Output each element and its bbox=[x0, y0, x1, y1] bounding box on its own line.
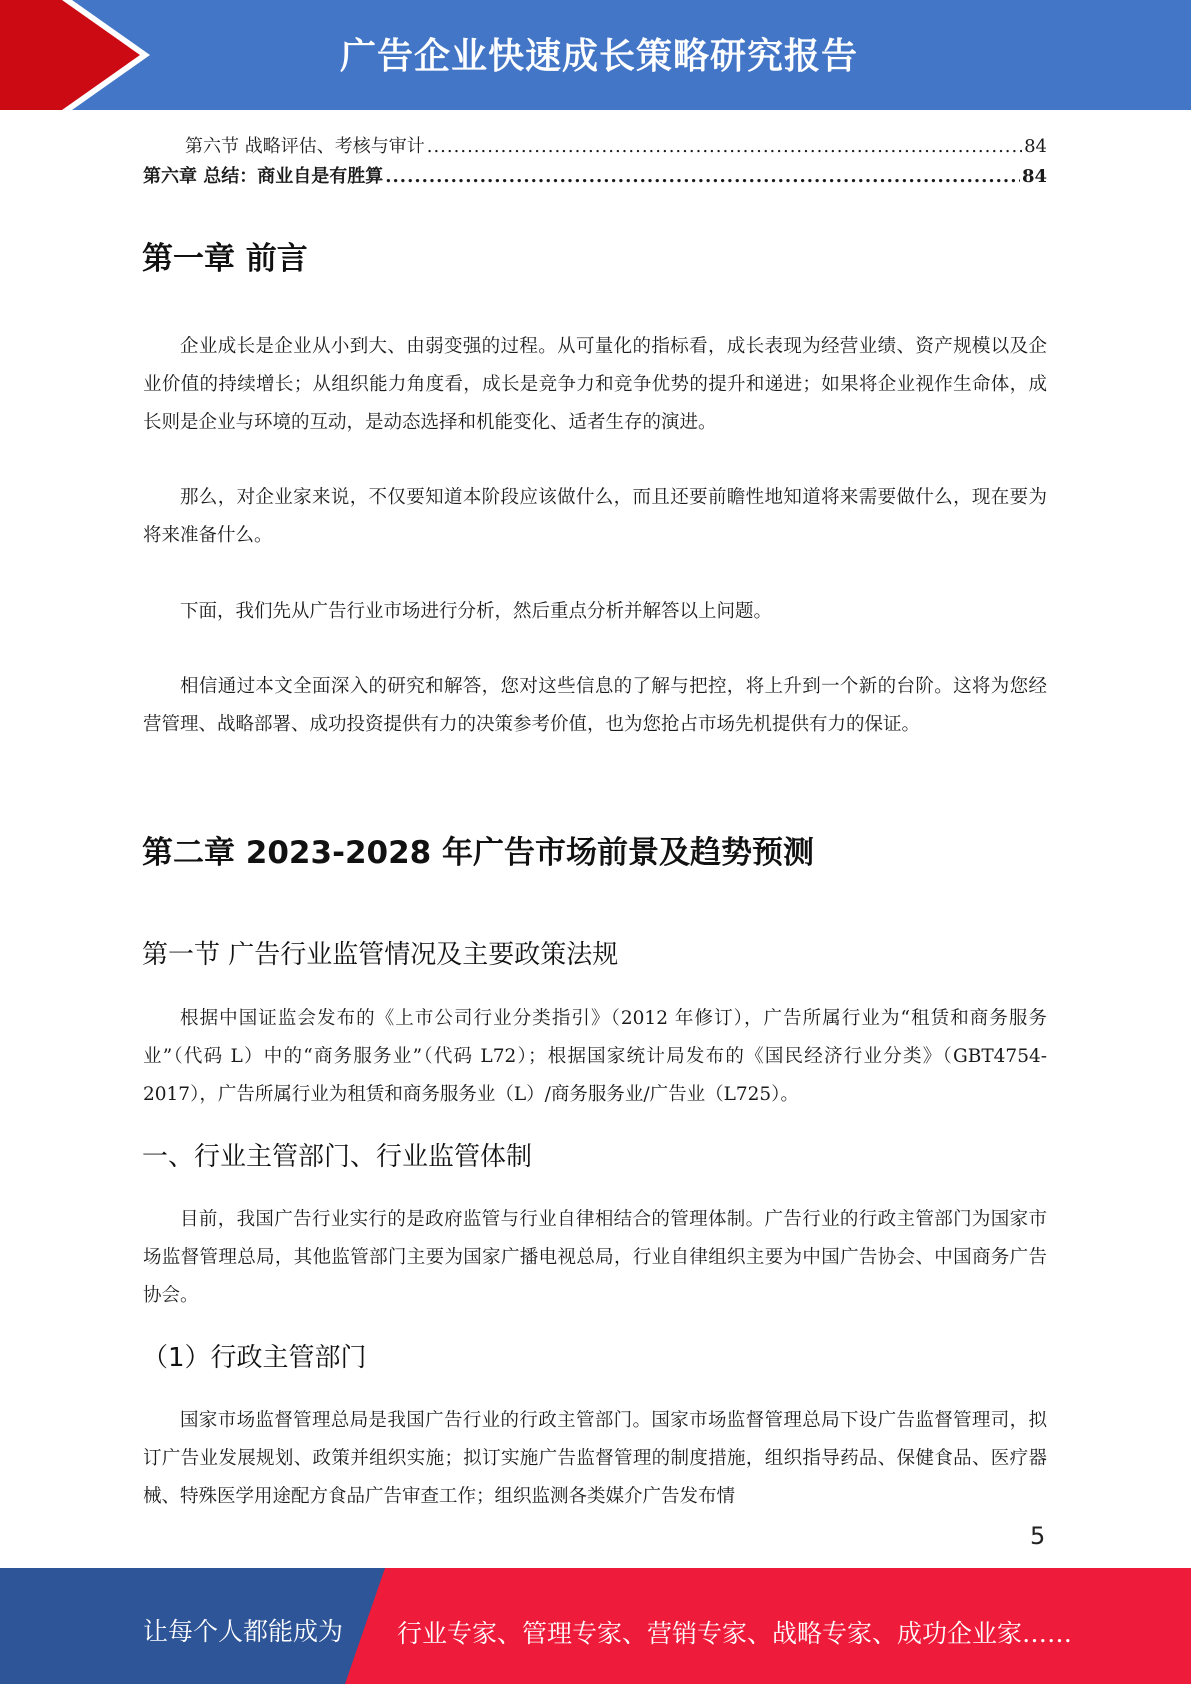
paragraph: 下面，我们先从广告行业市场进行分析，然后重点分析并解答以上问题。 bbox=[180, 601, 773, 622]
toc-entry[interactable] bbox=[143, 162, 1047, 188]
page-footer bbox=[0, 1568, 1191, 1684]
toc-entry-page: 84 bbox=[1021, 166, 1047, 187]
footer-slogan-right: 行业专家、管理专家、营销专家、战略专家、成功企业家…… bbox=[397, 1619, 1073, 1648]
section-heading: 第一节 广告行业监管情况及主要政策法规 bbox=[142, 940, 619, 970]
page-number: 5 bbox=[1030, 1522, 1046, 1550]
toc-entry[interactable] bbox=[185, 132, 1047, 158]
toc-entry-page: 84 bbox=[1024, 136, 1047, 157]
paragraph: 那么，对企业家来说，不仅要知道本阶段应该做什么，而且还要前瞻性地知道将来需要做什么，现在要为将来准备什么。 bbox=[143, 487, 1047, 546]
toc-entry-label: 第六章 总结：商业自是有胜算 bbox=[143, 166, 384, 187]
toc-entry-label: 第六节 战略评估、考核与审计 bbox=[185, 136, 425, 157]
chapter-2-heading: 第二章 2023-2028 年广告市场前景及趋势预测 bbox=[142, 835, 815, 871]
item-heading: （1）行政主管部门 bbox=[142, 1343, 367, 1373]
paragraph: 根据中国证监会发布的《上市公司行业分类指引》（2012 年修订），广告所属行业为“租赁和商务服务业”（代码 L）中的“商务服务业”（代码 L72）；根据国家统计局发布的《国民经济行业分类》（GBT4754-2017），广告所属行业为租赁和商务服务业（L）/商务服务业/广告业（L725）。 bbox=[143, 1008, 1047, 1105]
chapter-1-heading: 第一章 前言 bbox=[142, 241, 308, 277]
header-arrow-decoration bbox=[0, 0, 160, 110]
toc-leader-dots bbox=[385, 166, 1020, 187]
document-title: 广告企业快速成长策略研究报告 bbox=[340, 36, 859, 77]
paragraph: 国家市场监督管理总局是我国广告行业的行政主管部门。国家市场监督管理总局下设广告监督管理司，拟订广告业发展规划、政策并组织实施；拟订实施广告监督管理的制度措施，组织指导药品、保健食品、医疗器械、特殊医学用途配方食品广告审查工作；组织监测各类媒介广告发布情 bbox=[143, 1410, 1047, 1507]
paragraph: 企业成长是企业从小到大、由弱变强的过程。从可量化的指标看，成长表现为经营业绩、资产规模以及企业价值的持续增长；从组织能力角度看，成长是竞争力和竞争优势的提升和递进；如果将企业视作生命体，成长则是企业与环境的互动，是动态选择和机能变化、适者生存的演进。 bbox=[143, 336, 1047, 433]
page-header bbox=[0, 0, 1191, 110]
paragraph: 相信通过本文全面深入的研究和解答，您对这些信息的了解与把控，将上升到一个新的台阶。这将为您经营管理、战略部署、成功投资提供有力的决策参考价值，也为您抢占市场先机提供有力的保证。 bbox=[143, 676, 1047, 735]
paragraph: 目前，我国广告行业实行的是政府监管与行业自律相结合的管理体制。广告行业的行政主管部门为国家市场监督管理总局，其他监管部门主要为国家广播电视总局，行业自律组织主要为中国广告协会、中国商务广告协会。 bbox=[143, 1209, 1047, 1306]
subsection-heading: 一、行业主管部门、行业监管体制 bbox=[142, 1142, 533, 1172]
footer-slogan-left: 让每个人都能成为 bbox=[143, 1617, 344, 1646]
toc-leader-dots bbox=[427, 136, 1022, 157]
